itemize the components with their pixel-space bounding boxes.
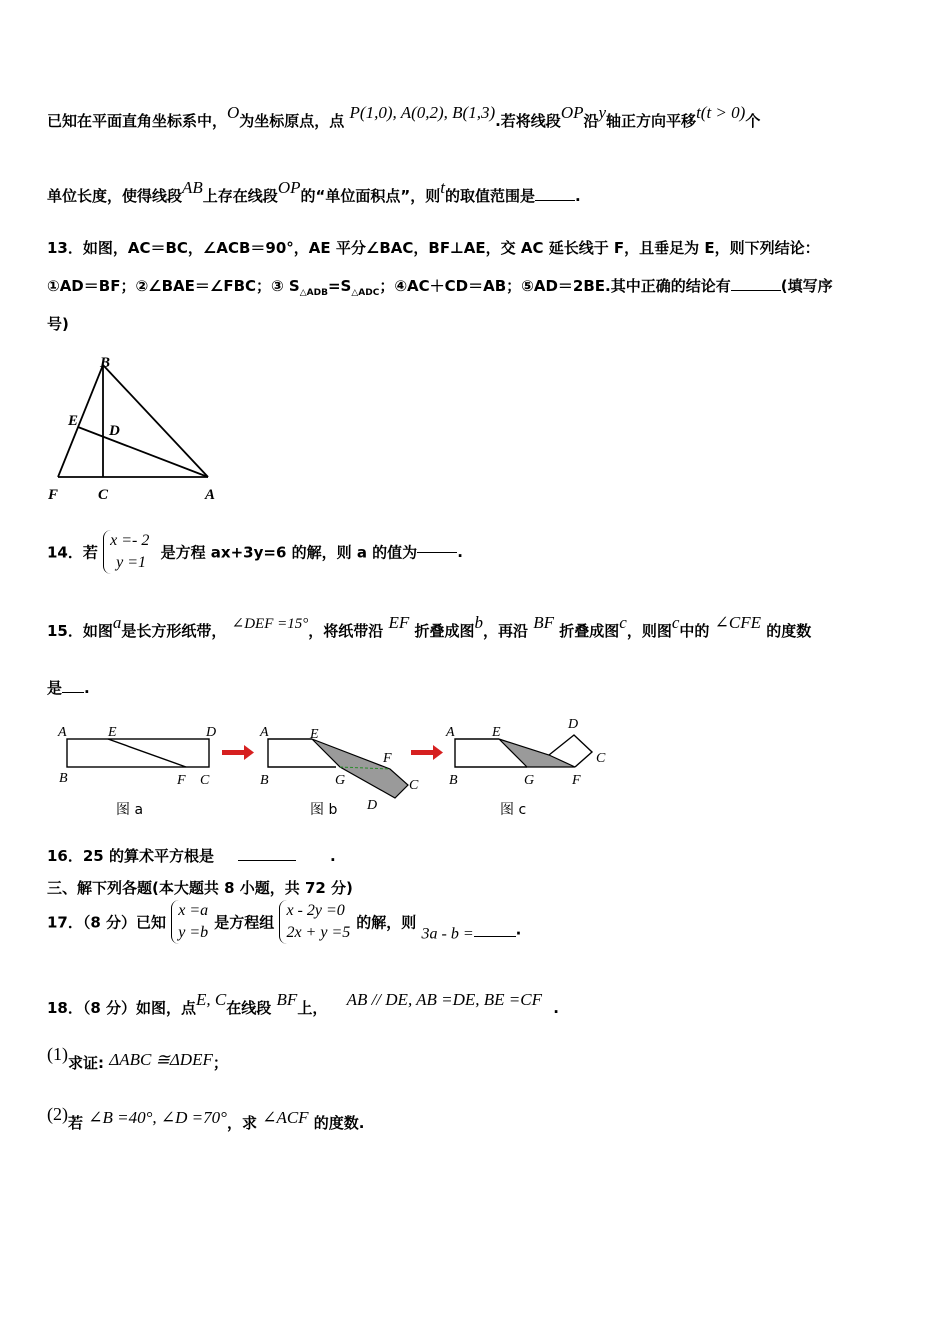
- q15-text: 是长方形纸带，: [121, 622, 227, 640]
- math-OP: OP: [560, 103, 584, 122]
- q15-text: ，将纸带沿: [308, 622, 384, 640]
- label-G: G: [524, 773, 535, 788]
- q18-text: 18．（8 分）如图，点: [47, 999, 197, 1017]
- math-a: a: [112, 613, 122, 632]
- q18-text: 的度数.: [313, 1114, 365, 1132]
- math-angle-ACF: ∠ACF: [262, 1108, 309, 1127]
- q18-text: 若: [68, 1114, 84, 1132]
- answer-blank[interactable]: [417, 552, 457, 553]
- fold-line-EF: [108, 739, 186, 767]
- section-heading: 三、解下列各题(本大题共 8 小题，共 72 分): [47, 879, 353, 897]
- q15-text: 是: [47, 679, 63, 697]
- q14-text: .: [457, 543, 463, 561]
- part-number: (1): [47, 1044, 68, 1064]
- label-A: A: [446, 725, 455, 740]
- q13-line1: [47, 237, 820, 258]
- q17-eq: y =b: [178, 924, 209, 941]
- caption-a: 图 a: [116, 802, 144, 818]
- q12-text: .: [574, 187, 581, 205]
- q12-text: 轴正方向平移: [606, 112, 697, 130]
- q14-text: 14．若: [47, 543, 98, 562]
- label-A: A: [260, 725, 269, 740]
- q17-line: [47, 900, 521, 944]
- q17-eq: x - 2y =0: [286, 902, 345, 919]
- math-BF: BF: [533, 613, 555, 632]
- folded-part-b: [312, 739, 408, 798]
- label-B: B: [260, 773, 269, 788]
- q15-text: ，则图: [626, 622, 672, 640]
- q14-line: [47, 530, 463, 574]
- label-B: B: [59, 771, 68, 786]
- label-F: F: [383, 751, 392, 766]
- label-F: F: [48, 487, 59, 503]
- q13-triangle-figure: [40, 350, 240, 510]
- q17-eq: 2x + y =5: [286, 924, 351, 941]
- math-angle-CFE: ∠CFE: [714, 613, 762, 632]
- q13-text: ；④AC＋CD＝AB；⑤AD＝2BE.其中正确的结论有: [379, 277, 731, 295]
- q12-text: 沿: [583, 112, 599, 130]
- q13-line3: [47, 313, 69, 334]
- q16-text: 16．25 的算术平方根是: [47, 847, 214, 865]
- q18-part2: [47, 1104, 365, 1133]
- label-C: C: [596, 751, 606, 766]
- label-C: C: [200, 773, 210, 788]
- q14-system: [103, 530, 155, 574]
- q12-text: 上存在线段: [202, 187, 278, 205]
- q18-part1: [47, 1044, 228, 1073]
- answer-blank[interactable]: [238, 860, 296, 861]
- q12-text: 的“单位面积点”，则: [300, 187, 441, 205]
- math-congruence: ΔABC ≅ΔDEF: [109, 1050, 213, 1069]
- q15-text: 折叠成图: [414, 622, 475, 640]
- q18-text: .: [553, 999, 559, 1017]
- answer-blank[interactable]: [731, 290, 781, 291]
- math-EC: E, C: [196, 990, 227, 1009]
- label-B: B: [100, 355, 111, 371]
- q17-eq: x =a: [178, 902, 209, 919]
- math-points: P(1,0), A(0,2), B(1,3): [349, 103, 496, 122]
- math-t: t(t > 0): [696, 103, 746, 122]
- q17-text: .: [515, 920, 522, 939]
- q17-text: 是方程组: [214, 913, 275, 932]
- q17-expression: 3a - b =: [421, 925, 474, 943]
- q17-system2: [279, 900, 356, 944]
- q13-line2: [47, 275, 833, 298]
- math-b: b: [474, 613, 484, 632]
- answer-blank[interactable]: [474, 936, 516, 937]
- q15-text: 中的: [679, 622, 710, 640]
- figure-c: [445, 717, 606, 818]
- label-A: A: [205, 487, 216, 503]
- answer-blank[interactable]: [62, 692, 84, 693]
- math-BF: BF: [276, 990, 298, 1009]
- q13-text: 13．如图，AC＝BC，∠ACB＝90°，AE 平分∠BAC，BF⊥AE，交 AC 延长线于 F，且垂足为 E，则下列结论：: [47, 239, 820, 257]
- label-G: G: [335, 773, 346, 788]
- math-y: y: [598, 103, 607, 122]
- figure-b: [259, 725, 419, 818]
- q12-line1: [47, 103, 761, 131]
- q13-text: 号): [47, 315, 69, 333]
- q17-system1: [171, 900, 214, 944]
- q12-text: .若将线段: [495, 112, 561, 130]
- line-AE: [78, 427, 208, 477]
- strip-a: [67, 739, 209, 767]
- label-C: C: [409, 778, 419, 793]
- math-angle-DEF: ∠DEF =15°: [231, 616, 309, 632]
- q18-text: ；: [212, 1054, 228, 1072]
- q15-text: 15．如图: [47, 622, 113, 640]
- q13-subscript: △ADB: [299, 288, 328, 298]
- label-D: D: [568, 717, 579, 732]
- q12-text: 已知在平面直角坐标系中，: [47, 112, 228, 130]
- q13-text: ①AD＝BF；②∠BAE＝∠FBC；③ S: [47, 277, 300, 295]
- math-AB: AB: [182, 178, 203, 197]
- label-B: B: [449, 773, 458, 788]
- q12-line2: [47, 178, 581, 206]
- label-E: E: [68, 413, 79, 429]
- q15-folding-figures: [40, 712, 640, 827]
- q17-text: 17．（8 分）已知: [47, 913, 167, 932]
- q14-eq1: x =- 2: [110, 532, 150, 549]
- label-F: F: [177, 773, 186, 788]
- label-D: D: [109, 423, 120, 439]
- math-conditions: AB // DE, AB =DE, BE =CF: [346, 990, 542, 1009]
- q15-line2: [47, 677, 90, 698]
- q16-line: [47, 845, 336, 866]
- math-O: O: [227, 103, 240, 122]
- q14-text: 是方程 ax+3y=6 的解，则 a 的值为: [160, 543, 418, 562]
- q18-text: 求证:: [68, 1054, 104, 1072]
- q18-line: [47, 990, 559, 1018]
- q15-text: 的度数: [766, 622, 812, 640]
- q15-text: 折叠成图: [559, 622, 620, 640]
- q16-text: .: [329, 847, 336, 865]
- arrow-right-icon: [222, 745, 254, 760]
- label-F: F: [572, 773, 581, 788]
- math-EF: EF: [388, 613, 410, 632]
- label-E: E: [310, 727, 319, 742]
- line-BA: [103, 365, 208, 477]
- part-number: (2): [47, 1104, 68, 1124]
- line-BF: [58, 365, 103, 477]
- q17-text: 的解，则: [356, 913, 417, 932]
- q12-text: 单位长度，使得线段: [47, 187, 183, 205]
- q12-text: 个: [745, 112, 761, 130]
- label-C: C: [98, 487, 109, 503]
- q12-text: 的取值范围是: [444, 187, 535, 205]
- q15-text: ，再沿: [483, 622, 529, 640]
- section3-title: [47, 877, 353, 898]
- q14-eq2: y =1: [116, 554, 147, 571]
- caption-b: 图 b: [310, 802, 338, 818]
- q13-text: =S: [327, 277, 352, 295]
- math-OP: OP: [277, 178, 301, 197]
- label-A: A: [58, 725, 67, 740]
- q13-subscript: △ADC: [351, 288, 380, 298]
- q15-text: .: [84, 679, 90, 697]
- arrow-right-icon: [411, 745, 443, 760]
- math-t: t: [440, 178, 445, 197]
- label-E: E: [492, 725, 501, 740]
- q18-text: ，求: [226, 1114, 257, 1132]
- math-angles: ∠B =40°, ∠D =70°: [88, 1108, 227, 1127]
- math-c: c: [619, 613, 627, 632]
- q15-line1: [47, 613, 812, 641]
- math-c: c: [671, 613, 680, 632]
- label-E: E: [108, 725, 117, 740]
- answer-blank[interactable]: [535, 200, 575, 201]
- q18-text: 在线段: [226, 999, 272, 1017]
- figure-a: [57, 725, 216, 818]
- q13-text: (填写序: [780, 277, 833, 295]
- label-D: D: [367, 798, 378, 813]
- q18-text: 上，: [297, 999, 328, 1017]
- caption-c: 图 c: [500, 802, 527, 818]
- label-D: D: [206, 725, 217, 740]
- q12-text: 为坐标原点，点: [239, 112, 345, 130]
